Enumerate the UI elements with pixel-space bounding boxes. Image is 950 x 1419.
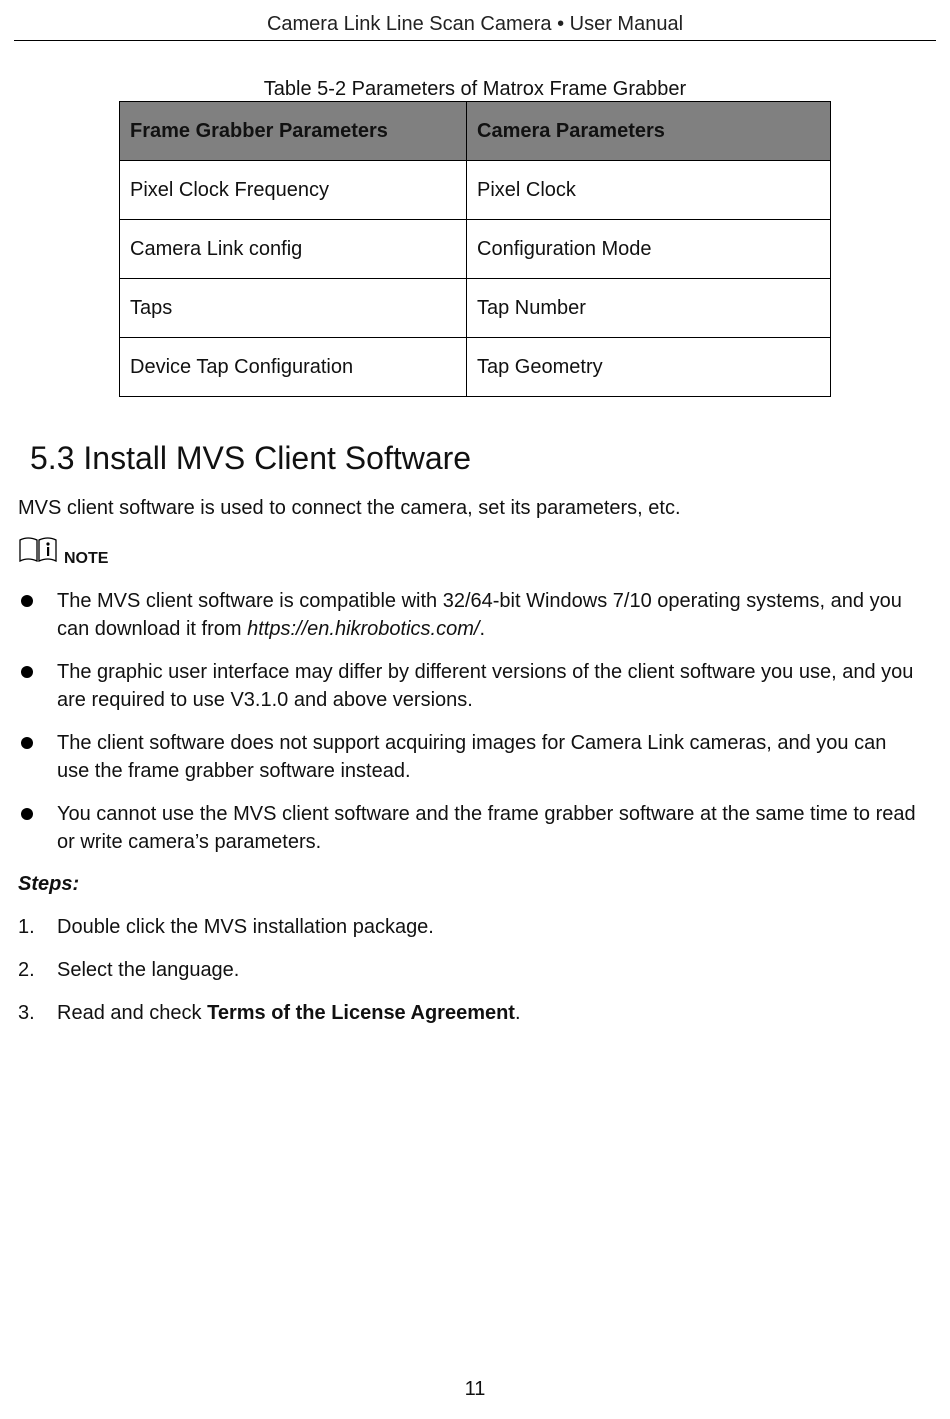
list-item: You cannot use the MVS client software and the frame grabber software at the same time to read or write camera’s parameters.	[18, 800, 918, 856]
table-caption: Table 5-2 Parameters of Matrox Frame Grabber	[263, 78, 687, 100]
table-row	[120, 161, 831, 220]
page-header	[14, 10, 936, 41]
header-title: Camera Link Line Scan Camera • User Manual	[266, 13, 684, 35]
table-row	[120, 338, 831, 397]
header-camera: Camera Parameters	[467, 102, 831, 161]
list-item	[18, 913, 918, 941]
steps-label: Steps:	[18, 873, 80, 895]
step-text: Double click the MVS installation package.	[57, 916, 434, 938]
table-cell: Tap Geometry	[467, 338, 831, 397]
section-title: 5.3 Install MVS Client Software	[30, 440, 472, 476]
note-label: NOTE	[64, 550, 109, 567]
note-bullet-list	[18, 587, 918, 871]
list-item: The MVS client software is compatible with 32/64-bit Windows 7/10 operating systems, and you can download it from https://en.hikrobotics.com/.	[18, 587, 918, 643]
header-frame-grabber: Frame Grabber Parameters	[120, 102, 467, 161]
table-cell: Taps	[120, 279, 467, 338]
table-row	[120, 220, 831, 279]
step-number: 2.	[18, 959, 35, 981]
parameters-table	[119, 101, 831, 397]
table-row	[120, 279, 831, 338]
table-cell: Camera Link config	[120, 220, 467, 279]
list-item: The client software does not support acquiring images for Camera Link cameras, and you can use the frame grabber software instead.	[18, 729, 918, 785]
download-link[interactable]: https://en.hikrobotics.com/	[247, 618, 480, 640]
page-number: 11	[464, 1378, 486, 1400]
table-cell: Tap Number	[467, 279, 831, 338]
section-intro: MVS client software is used to connect the camera, set its parameters, etc.	[18, 497, 681, 519]
step-text: Read and check Terms of the License Agreement.	[57, 1002, 521, 1024]
steps-list	[18, 913, 918, 1042]
list-item	[18, 999, 918, 1027]
license-agreement-term: Terms of the License Agreement	[207, 1002, 515, 1024]
step-number: 3.	[18, 1002, 35, 1024]
list-item: The graphic user interface may differ by different versions of the client software you use, and you are required to use V3.1.0 and above versions.	[18, 658, 918, 714]
step-number: 1.	[18, 916, 35, 938]
table-cell: Pixel Clock Frequency	[120, 161, 467, 220]
table-header-row	[120, 102, 831, 161]
list-item	[18, 956, 918, 984]
book-info-icon	[18, 535, 58, 568]
table-cell: Pixel Clock	[467, 161, 831, 220]
table-cell: Device Tap Configuration	[120, 338, 467, 397]
note-block	[18, 538, 108, 568]
step-text: Select the language.	[57, 959, 240, 981]
table-cell: Configuration Mode	[467, 220, 831, 279]
